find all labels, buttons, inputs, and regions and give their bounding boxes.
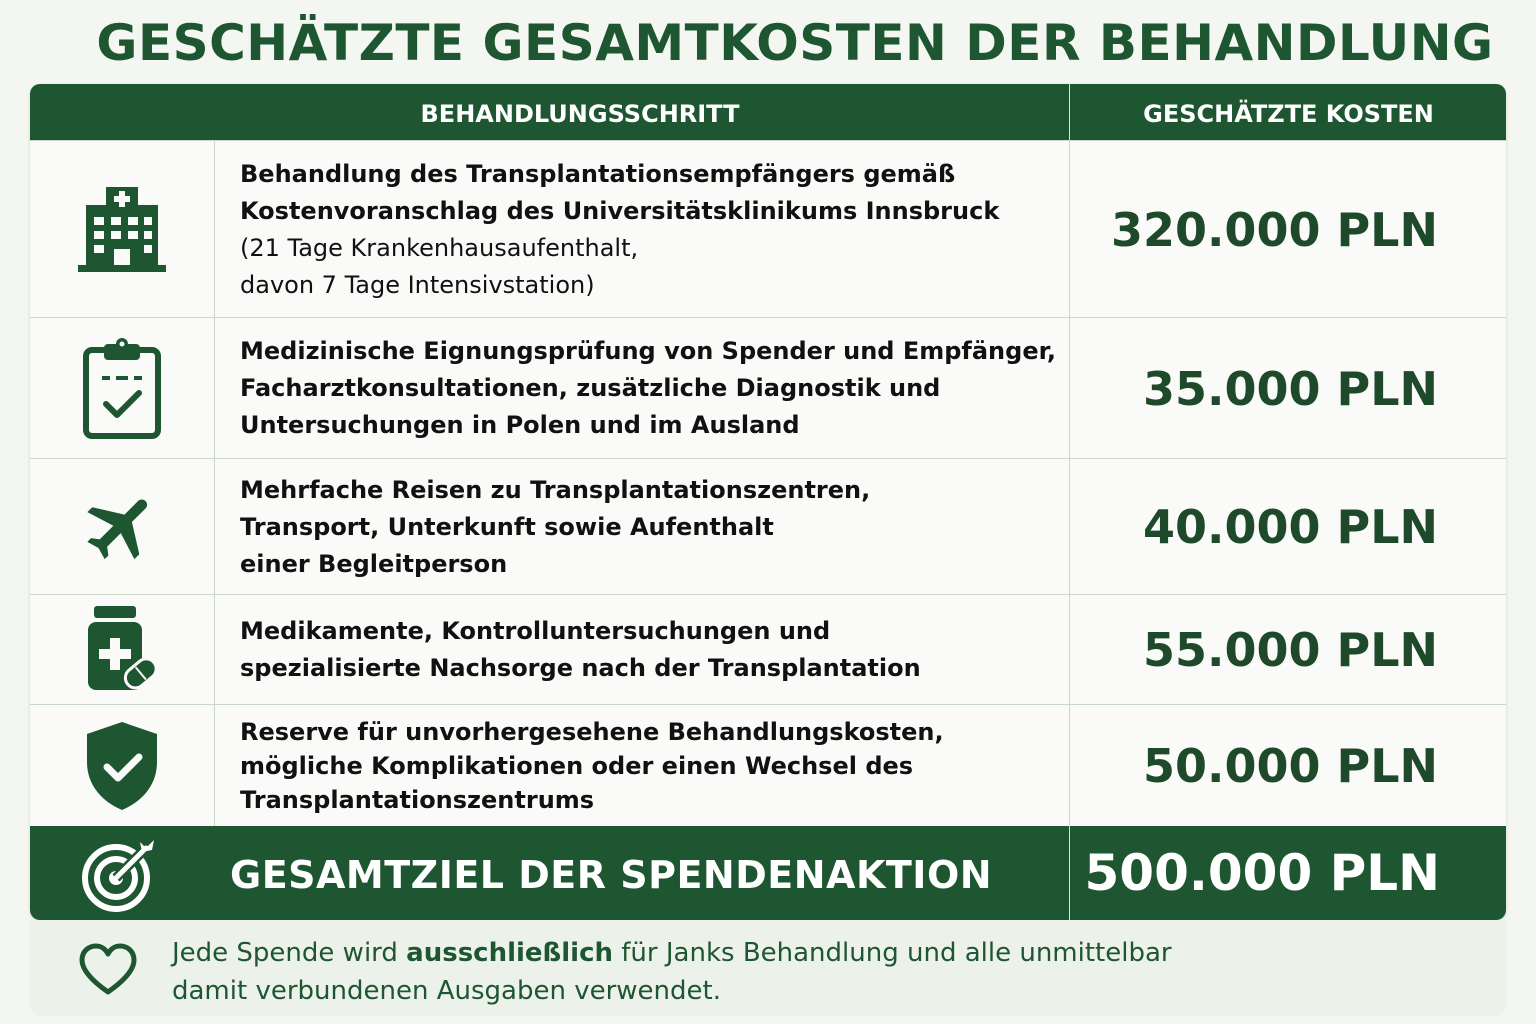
column-header-step: BEHANDLUNGSSCHRITT bbox=[420, 100, 740, 128]
footer-message bbox=[172, 934, 1272, 1010]
row-title-line: Mehrfache Reisen zu Transplantationszentren, bbox=[240, 475, 871, 504]
row-title-line: Transplantationszentrums bbox=[240, 786, 595, 814]
target-icon bbox=[80, 836, 158, 914]
shield-check-icon bbox=[83, 720, 161, 812]
row-title-line: Transport, Unterkunft sowie Aufenthalt bbox=[240, 512, 774, 541]
hospital-icon bbox=[76, 187, 168, 273]
row-title-line: spezialisierte Nachsorge nach der Transplantation bbox=[240, 654, 921, 682]
clipboard-check-icon bbox=[82, 338, 162, 440]
row-cost: 50.000 PLN bbox=[1069, 705, 1506, 827]
page-title: GESCHÄTZTE GESAMTKOSTEN DER BEHANDLUNG bbox=[96, 14, 1494, 72]
row-title-line: Kostenvoranschlag des Universitätsklinikums Innsbruck bbox=[240, 196, 1000, 225]
footer-text: für Janks Behandlung und alle unmittelbar bbox=[613, 938, 1172, 968]
medicine-bottle-icon bbox=[84, 606, 160, 694]
row-cost: 40.000 PLN bbox=[1069, 459, 1506, 595]
row-cost: 35.000 PLN bbox=[1069, 318, 1506, 459]
row-title-line: Facharztkonsultationen, zusätzliche Diagnostik und bbox=[240, 374, 941, 402]
footer-note bbox=[30, 920, 1506, 1016]
footer-text: damit verbundenen Ausgaben verwendet. bbox=[172, 976, 721, 1006]
table-row bbox=[30, 458, 1506, 595]
row-title-line: Behandlung des Transplantationsempfängers gemäß bbox=[240, 159, 956, 188]
table-row bbox=[30, 704, 1506, 827]
footer-emphasis: ausschließlich bbox=[406, 938, 614, 968]
total-value: 500.000 PLN bbox=[1069, 826, 1506, 920]
row-title-line: Reserve für unvorhergesehene Behandlungskosten, bbox=[240, 718, 944, 746]
cost-table bbox=[30, 84, 1506, 920]
row-title-line: einer Begleitperson bbox=[240, 549, 508, 578]
heart-icon bbox=[78, 942, 138, 998]
row-cost: 55.000 PLN bbox=[1069, 595, 1506, 705]
table-row bbox=[30, 140, 1506, 318]
table-row bbox=[30, 317, 1506, 459]
total-row bbox=[30, 826, 1506, 920]
row-title-line: Medikamente, Kontrolluntersuchungen und bbox=[240, 617, 831, 645]
airplane-icon bbox=[80, 485, 164, 569]
row-cost: 320.000 PLN bbox=[1069, 141, 1506, 318]
row-title-line: Medizinische Eignungsprüfung von Spender und Empfänger, bbox=[240, 337, 1057, 365]
row-detail-line: davon 7 Tage Intensivstation) bbox=[240, 270, 595, 299]
table-header bbox=[30, 84, 1506, 140]
column-header-cost: GESCHÄTZTE KOSTEN bbox=[1069, 84, 1506, 140]
footer-text: Jede Spende wird bbox=[172, 938, 407, 968]
total-label: GESAMTZIEL DER SPENDENAKTION bbox=[230, 853, 993, 897]
row-detail-line: (21 Tage Krankenhausaufenthalt, bbox=[240, 233, 639, 262]
table-row bbox=[30, 594, 1506, 705]
row-title-line: Untersuchungen in Polen und im Ausland bbox=[240, 411, 800, 439]
row-title-line: mögliche Komplikationen oder einen Wechsel des bbox=[240, 752, 914, 780]
